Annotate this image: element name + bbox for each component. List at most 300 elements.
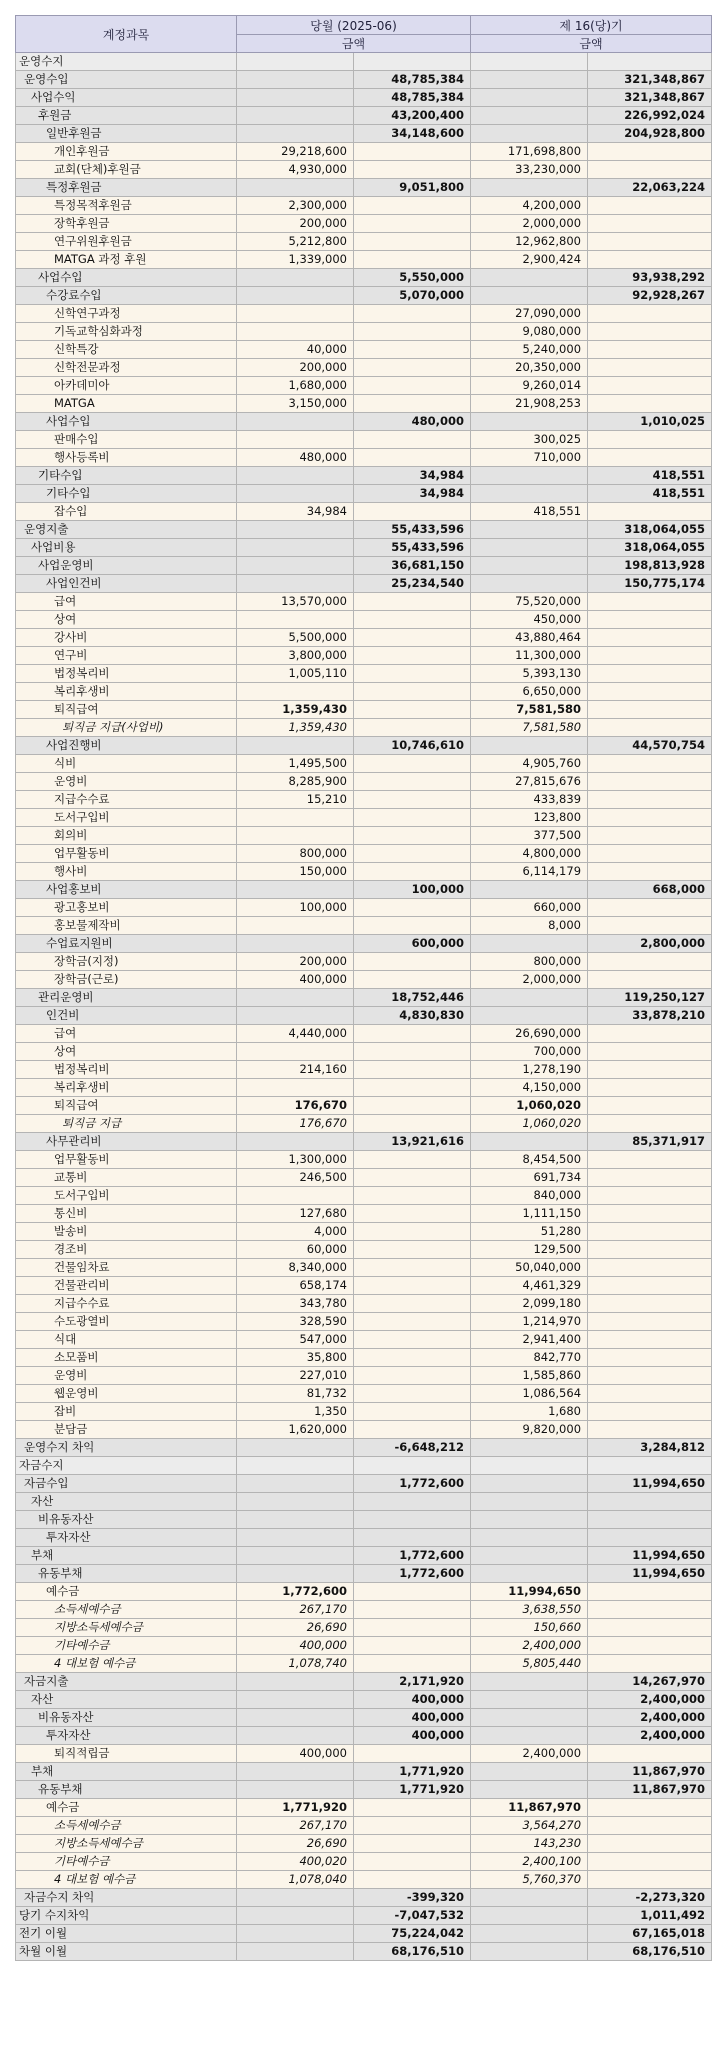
month-detail-amount — [237, 467, 354, 485]
month-detail-amount — [237, 1709, 354, 1727]
period-total-amount — [588, 305, 712, 323]
period-total-amount: 22,063,224 — [588, 179, 712, 197]
month-detail-amount: 5,500,000 — [237, 629, 354, 647]
period-detail-amount: 842,770 — [471, 1349, 588, 1367]
month-detail-amount: 4,000 — [237, 1223, 354, 1241]
table-row — [16, 197, 712, 215]
month-total-amount — [354, 359, 471, 377]
month-total-amount — [354, 827, 471, 845]
period-detail-amount: 51,280 — [471, 1223, 588, 1241]
period-detail-amount: 840,000 — [471, 1187, 588, 1205]
account-label: 법정복리비 — [16, 1061, 237, 1079]
table-row — [16, 611, 712, 629]
period-total-amount — [588, 503, 712, 521]
month-detail-amount — [237, 1763, 354, 1781]
month-detail-amount: 4,440,000 — [237, 1025, 354, 1043]
month-total-amount — [354, 323, 471, 341]
table-row — [16, 1529, 712, 1547]
account-label: MATGA — [16, 395, 237, 413]
period-total-amount: 11,867,970 — [588, 1763, 712, 1781]
period-detail-amount — [471, 1727, 588, 1745]
table-row — [16, 521, 712, 539]
period-detail-amount: 660,000 — [471, 899, 588, 917]
period-total-amount — [588, 791, 712, 809]
period-detail-amount: 9,080,000 — [471, 323, 588, 341]
period-detail-amount — [471, 89, 588, 107]
period-total-amount — [588, 1601, 712, 1619]
month-total-amount: 400,000 — [354, 1727, 471, 1745]
table-row — [16, 341, 712, 359]
month-detail-amount — [237, 917, 354, 935]
period-detail-amount — [471, 1007, 588, 1025]
table-row — [16, 1583, 712, 1601]
period-detail-amount: 2,941,400 — [471, 1331, 588, 1349]
month-detail-amount — [237, 827, 354, 845]
table-row — [16, 935, 712, 953]
period-total-amount — [588, 701, 712, 719]
month-total-amount: 5,550,000 — [354, 269, 471, 287]
month-total-amount — [354, 1025, 471, 1043]
period-detail-amount: 7,581,580 — [471, 719, 588, 737]
period-detail-amount — [471, 1547, 588, 1565]
account-label: 예수금 — [16, 1799, 237, 1817]
table-row — [16, 413, 712, 431]
month-total-amount: 34,148,600 — [354, 125, 471, 143]
account-label: 홍보물제작비 — [16, 917, 237, 935]
month-total-amount — [354, 341, 471, 359]
table-row — [16, 1691, 712, 1709]
month-detail-amount: 1,078,040 — [237, 1871, 354, 1889]
period-total-amount: 11,994,650 — [588, 1547, 712, 1565]
month-detail-amount: 1,078,740 — [237, 1655, 354, 1673]
table-row — [16, 377, 712, 395]
period-total-amount — [588, 1097, 712, 1115]
table-row — [16, 917, 712, 935]
month-detail-amount: 1,300,000 — [237, 1151, 354, 1169]
period-total-amount: 1,011,492 — [588, 1907, 712, 1925]
month-total-amount — [354, 1187, 471, 1205]
period-detail-amount — [471, 1763, 588, 1781]
period-detail-amount: 1,585,860 — [471, 1367, 588, 1385]
period-total-amount — [588, 809, 712, 827]
month-detail-amount — [237, 305, 354, 323]
period-total-amount — [588, 1817, 712, 1835]
period-total-amount — [588, 53, 712, 71]
month-total-amount: 55,433,596 — [354, 521, 471, 539]
period-detail-amount: 5,393,130 — [471, 665, 588, 683]
header-month: 당월 (2025-06) — [237, 16, 471, 35]
account-label: 지방소득세예수금 — [16, 1619, 237, 1637]
month-total-amount — [354, 1601, 471, 1619]
table-row — [16, 1511, 712, 1529]
month-detail-amount: 400,020 — [237, 1853, 354, 1871]
month-total-amount — [354, 701, 471, 719]
account-label: MATGA 과정 후원 — [16, 251, 237, 269]
account-label: 자산 — [16, 1691, 237, 1709]
table-row — [16, 1403, 712, 1421]
period-detail-amount: 43,880,464 — [471, 629, 588, 647]
month-total-amount — [354, 503, 471, 521]
month-total-amount: 1,772,600 — [354, 1475, 471, 1493]
account-label: 상여 — [16, 611, 237, 629]
month-total-amount — [354, 1151, 471, 1169]
account-label: 도서구입비 — [16, 809, 237, 827]
period-total-amount — [588, 1169, 712, 1187]
account-label: 일반후원금 — [16, 125, 237, 143]
table-row — [16, 449, 712, 467]
month-detail-amount: 13,570,000 — [237, 593, 354, 611]
account-label: 강사비 — [16, 629, 237, 647]
month-total-amount — [354, 1457, 471, 1475]
month-detail-amount: 328,590 — [237, 1313, 354, 1331]
month-total-amount — [354, 233, 471, 251]
period-total-amount — [588, 1349, 712, 1367]
period-total-amount — [588, 1025, 712, 1043]
month-detail-amount: 1,772,600 — [237, 1583, 354, 1601]
month-total-amount — [354, 161, 471, 179]
month-total-amount — [354, 215, 471, 233]
month-detail-amount: 2,300,000 — [237, 197, 354, 215]
table-row — [16, 1493, 712, 1511]
month-total-amount — [354, 647, 471, 665]
month-total-amount: 1,771,920 — [354, 1781, 471, 1799]
month-detail-amount — [237, 1673, 354, 1691]
month-detail-amount — [237, 413, 354, 431]
period-detail-amount: 700,000 — [471, 1043, 588, 1061]
period-detail-amount: 7,581,580 — [471, 701, 588, 719]
period-total-amount: 2,400,000 — [588, 1709, 712, 1727]
month-detail-amount: 1,005,110 — [237, 665, 354, 683]
period-total-amount — [588, 1457, 712, 1475]
month-total-amount — [354, 953, 471, 971]
month-total-amount: 34,984 — [354, 485, 471, 503]
period-total-amount — [588, 1313, 712, 1331]
table-row — [16, 809, 712, 827]
month-detail-amount — [237, 539, 354, 557]
account-label: 수업료지원비 — [16, 935, 237, 953]
period-total-amount — [588, 1853, 712, 1871]
period-total-amount: 321,348,867 — [588, 71, 712, 89]
period-total-amount — [588, 377, 712, 395]
month-detail-amount — [237, 737, 354, 755]
month-total-amount — [354, 1619, 471, 1637]
month-detail-amount: 547,000 — [237, 1331, 354, 1349]
month-detail-amount: 40,000 — [237, 341, 354, 359]
account-label: 지방소득세예수금 — [16, 1835, 237, 1853]
period-detail-amount: 450,000 — [471, 611, 588, 629]
period-detail-amount — [471, 1709, 588, 1727]
account-label: 수도광열비 — [16, 1313, 237, 1331]
period-detail-amount: 20,350,000 — [471, 359, 588, 377]
month-total-amount — [354, 863, 471, 881]
period-detail-amount: 171,698,800 — [471, 143, 588, 161]
month-total-amount — [354, 1835, 471, 1853]
period-total-amount: 68,176,510 — [588, 1943, 712, 1961]
month-detail-amount: 1,359,430 — [237, 701, 354, 719]
account-label: 수강료수입 — [16, 287, 237, 305]
period-detail-amount: 5,805,440 — [471, 1655, 588, 1673]
month-total-amount — [354, 1529, 471, 1547]
period-detail-amount: 26,690,000 — [471, 1025, 588, 1043]
month-detail-amount: 150,000 — [237, 863, 354, 881]
account-label: 잡비 — [16, 1403, 237, 1421]
table-row — [16, 1367, 712, 1385]
month-detail-amount — [237, 611, 354, 629]
month-total-amount — [354, 1421, 471, 1439]
month-total-amount: 400,000 — [354, 1709, 471, 1727]
period-detail-amount — [471, 1457, 588, 1475]
period-detail-amount: 1,214,970 — [471, 1313, 588, 1331]
month-total-amount — [354, 1061, 471, 1079]
table-row — [16, 107, 712, 125]
period-total-amount: 2,800,000 — [588, 935, 712, 953]
table-row — [16, 1907, 712, 1925]
account-label: 개인후원금 — [16, 143, 237, 161]
month-total-amount — [354, 1367, 471, 1385]
financial-statement — [15, 15, 711, 1961]
month-total-amount — [354, 611, 471, 629]
period-detail-amount: 6,114,179 — [471, 863, 588, 881]
period-total-amount: 318,064,055 — [588, 521, 712, 539]
period-detail-amount: 4,150,000 — [471, 1079, 588, 1097]
period-detail-amount: 21,908,253 — [471, 395, 588, 413]
month-total-amount: -399,320 — [354, 1889, 471, 1907]
table-row — [16, 1205, 712, 1223]
table-row — [16, 1349, 712, 1367]
period-total-amount — [588, 1421, 712, 1439]
month-total-amount — [354, 449, 471, 467]
table-row — [16, 683, 712, 701]
month-total-amount: 1,771,920 — [354, 1763, 471, 1781]
period-total-amount — [588, 1583, 712, 1601]
period-detail-amount — [471, 53, 588, 71]
period-detail-amount: 2,900,424 — [471, 251, 588, 269]
period-total-amount: 44,570,754 — [588, 737, 712, 755]
month-detail-amount — [237, 1043, 354, 1061]
period-detail-amount — [471, 71, 588, 89]
account-label: 운영수입 — [16, 71, 237, 89]
account-label: 당기 수지차익 — [16, 1907, 237, 1925]
table-row — [16, 1007, 712, 1025]
period-detail-amount — [471, 287, 588, 305]
month-total-amount: 75,224,042 — [354, 1925, 471, 1943]
account-label: 운영비 — [16, 1367, 237, 1385]
month-detail-amount: 3,150,000 — [237, 395, 354, 413]
period-total-amount — [588, 953, 712, 971]
month-total-amount — [354, 1349, 471, 1367]
account-label: 웹운영비 — [16, 1385, 237, 1403]
table-row — [16, 1133, 712, 1151]
period-total-amount — [588, 755, 712, 773]
month-total-amount — [354, 53, 471, 71]
table-row — [16, 1223, 712, 1241]
table-row — [16, 89, 712, 107]
account-label: 부채 — [16, 1547, 237, 1565]
month-total-amount — [354, 1223, 471, 1241]
month-detail-amount — [237, 521, 354, 539]
period-total-amount: 321,348,867 — [588, 89, 712, 107]
table-row — [16, 269, 712, 287]
period-total-amount — [588, 1241, 712, 1259]
period-total-amount: 204,928,800 — [588, 125, 712, 143]
table-row — [16, 179, 712, 197]
month-detail-amount — [237, 557, 354, 575]
period-detail-amount: 3,564,270 — [471, 1817, 588, 1835]
month-detail-amount: 246,500 — [237, 1169, 354, 1187]
table-row — [16, 467, 712, 485]
month-detail-amount: 200,000 — [237, 953, 354, 971]
period-total-amount — [588, 1331, 712, 1349]
table-row — [16, 557, 712, 575]
table-row — [16, 701, 712, 719]
account-label: 통신비 — [16, 1205, 237, 1223]
period-detail-amount: 150,660 — [471, 1619, 588, 1637]
month-total-amount — [354, 665, 471, 683]
account-label: 신학전문과정 — [16, 359, 237, 377]
period-total-amount — [588, 629, 712, 647]
account-label: 기타수입 — [16, 467, 237, 485]
period-detail-amount: 1,060,020 — [471, 1115, 588, 1133]
table-row — [16, 1079, 712, 1097]
month-detail-amount: 343,780 — [237, 1295, 354, 1313]
month-total-amount — [354, 1169, 471, 1187]
table-row — [16, 1259, 712, 1277]
period-total-amount — [588, 665, 712, 683]
period-detail-amount: 27,815,676 — [471, 773, 588, 791]
period-detail-amount: 4,800,000 — [471, 845, 588, 863]
period-total-amount: 2,400,000 — [588, 1691, 712, 1709]
period-detail-amount: 11,867,970 — [471, 1799, 588, 1817]
period-total-amount: 93,938,292 — [588, 269, 712, 287]
period-total-amount — [588, 323, 712, 341]
account-label: 유동부채 — [16, 1565, 237, 1583]
period-total-amount — [588, 143, 712, 161]
account-label: 기독교학심화과정 — [16, 323, 237, 341]
period-total-amount — [588, 827, 712, 845]
period-total-amount: 92,928,267 — [588, 287, 712, 305]
period-total-amount — [588, 1529, 712, 1547]
period-detail-amount: 691,734 — [471, 1169, 588, 1187]
month-detail-amount: 1,350 — [237, 1403, 354, 1421]
table-row — [16, 1331, 712, 1349]
month-total-amount: 36,681,150 — [354, 557, 471, 575]
table-row — [16, 1637, 712, 1655]
header-amount: 금액 — [237, 35, 471, 53]
account-label: 소득세예수금 — [16, 1817, 237, 1835]
table-row — [16, 1151, 712, 1169]
month-total-amount — [354, 971, 471, 989]
period-detail-amount — [471, 557, 588, 575]
account-label: 지급수수료 — [16, 1295, 237, 1313]
period-detail-amount — [471, 1907, 588, 1925]
month-detail-amount — [237, 179, 354, 197]
account-label: 교회(단체)후원금 — [16, 161, 237, 179]
period-total-amount: 33,878,210 — [588, 1007, 712, 1025]
period-total-amount: 2,400,000 — [588, 1727, 712, 1745]
table-row — [16, 1673, 712, 1691]
table-row — [16, 1889, 712, 1907]
month-detail-amount — [237, 71, 354, 89]
period-detail-amount: 143,230 — [471, 1835, 588, 1853]
table-row — [16, 1061, 712, 1079]
table-row — [16, 1295, 712, 1313]
table-row — [16, 719, 712, 737]
period-total-amount: 119,250,127 — [588, 989, 712, 1007]
table-row — [16, 953, 712, 971]
account-label: 식비 — [16, 755, 237, 773]
period-detail-amount: 2,400,000 — [471, 1637, 588, 1655]
month-total-amount — [354, 1241, 471, 1259]
month-detail-amount: 4,930,000 — [237, 161, 354, 179]
month-detail-amount — [237, 1925, 354, 1943]
month-total-amount — [354, 1331, 471, 1349]
month-total-amount: 2,171,920 — [354, 1673, 471, 1691]
account-label: 퇴직금 지급(사업비) — [16, 719, 237, 737]
month-detail-amount: 176,670 — [237, 1115, 354, 1133]
month-total-amount — [354, 1259, 471, 1277]
month-detail-amount — [237, 935, 354, 953]
month-detail-amount: 800,000 — [237, 845, 354, 863]
account-label: 회의비 — [16, 827, 237, 845]
period-detail-amount: 710,000 — [471, 449, 588, 467]
period-total-amount — [588, 863, 712, 881]
month-detail-amount: 400,000 — [237, 1637, 354, 1655]
period-detail-amount: 2,400,000 — [471, 1745, 588, 1763]
table-row — [16, 881, 712, 899]
account-label: 특정후원금 — [16, 179, 237, 197]
table-row — [16, 71, 712, 89]
table-row — [16, 1043, 712, 1061]
account-label: 기타예수금 — [16, 1853, 237, 1871]
account-label: 차월 이월 — [16, 1943, 237, 1961]
period-detail-amount: 6,650,000 — [471, 683, 588, 701]
month-detail-amount — [237, 1511, 354, 1529]
month-detail-amount: 267,170 — [237, 1601, 354, 1619]
account-label: 비유동자산 — [16, 1511, 237, 1529]
period-detail-amount: 2,099,180 — [471, 1295, 588, 1313]
month-detail-amount — [237, 1007, 354, 1025]
month-total-amount — [354, 1583, 471, 1601]
account-label: 비유동자산 — [16, 1709, 237, 1727]
period-detail-amount — [471, 413, 588, 431]
month-total-amount — [354, 1799, 471, 1817]
month-detail-amount: 1,620,000 — [237, 1421, 354, 1439]
month-total-amount: 5,070,000 — [354, 287, 471, 305]
period-detail-amount: 2,400,100 — [471, 1853, 588, 1871]
account-label: 퇴직급여 — [16, 701, 237, 719]
table-row — [16, 647, 712, 665]
month-total-amount: 4,830,830 — [354, 1007, 471, 1025]
account-label: 사업수입 — [16, 269, 237, 287]
account-label: 자금수지 — [16, 1457, 237, 1475]
period-detail-amount: 123,800 — [471, 809, 588, 827]
month-total-amount — [354, 899, 471, 917]
month-detail-amount: 1,495,500 — [237, 755, 354, 773]
period-total-amount — [588, 683, 712, 701]
month-total-amount: 400,000 — [354, 1691, 471, 1709]
table-row — [16, 827, 712, 845]
month-total-amount: 25,234,540 — [354, 575, 471, 593]
table-row — [16, 395, 712, 413]
month-total-amount — [354, 809, 471, 827]
period-detail-amount — [471, 467, 588, 485]
month-detail-amount: 1,339,000 — [237, 251, 354, 269]
period-detail-amount: 2,000,000 — [471, 215, 588, 233]
period-detail-amount: 11,300,000 — [471, 647, 588, 665]
month-total-amount: 600,000 — [354, 935, 471, 953]
period-total-amount — [588, 431, 712, 449]
period-total-amount — [588, 1367, 712, 1385]
